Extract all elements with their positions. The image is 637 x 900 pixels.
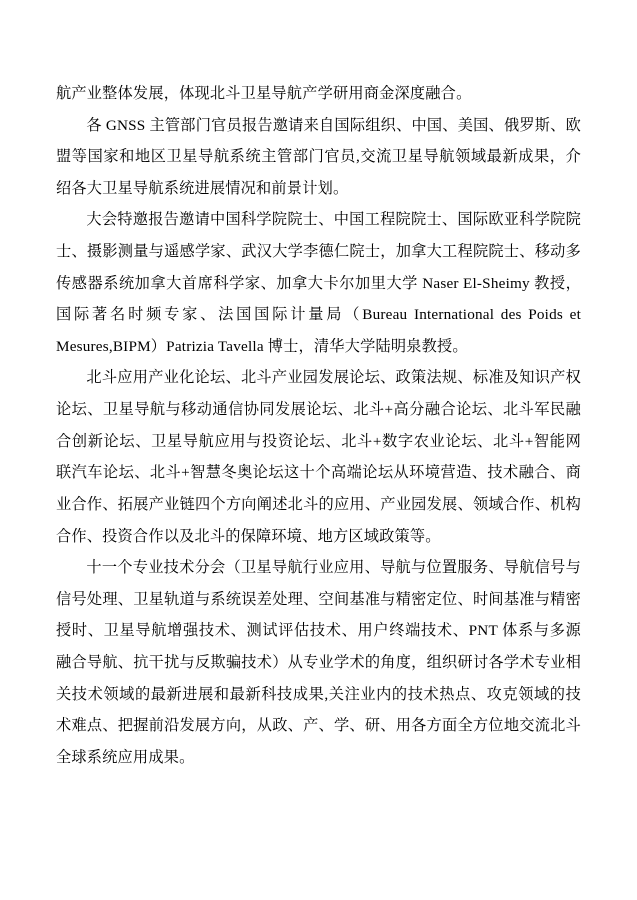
paragraph-forums: 北斗应用产业化论坛、北斗产业园发展论坛、政策法规、标准及知识产权论坛、卫星导航与移动通信协同发展论坛、北斗+高分融合论坛、北斗军民融合创新论坛、卫星导航应用与投资论坛、北斗+数字农业论坛、北斗+智能网联汽车论坛、北斗+智慧冬奥论坛这十个高端论坛从环境营造、技术融合、商业合作、拓展产业链四个方向阐述北斗的应用、产业园发展、领域合作、机构合作、投资合作以及北斗的保障环境、地方区域政策等。 [56,369,581,545]
paragraph-gnss-officials: 各 GNSS 主管部门官员报告邀请来自国际组织、中国、美国、俄罗斯、欧盟等国家和地区卫星导航系统主管部门官员,交流卫星导航领域最新成果，介绍各大卫星导航系统进展情况和前景计划。 [56,116,581,197]
paragraph-sessions: 十一个专业技术分会（卫星导航行业应用、导航与位置服务、导航信号与信号处理、卫星轨道与系统误差处理、空间基准与精密定位、时间基准与精密授时、卫星导航增强技术、测试评估技术、用户终端技术、PNT 体系与多源融合导航、抗干扰与反欺骗技术）从专业学术的角度，组织研讨各学术专业相关技术领域的最新进展和最新科技成果,关注业内的技术热点、攻克领域的技术难点、把握前沿发展方向，从政、产、学、研、用各方面全方位地交流北斗全球系统应用成果。 [56,559,581,766]
paragraph-keynote-speakers: 大会特邀报告邀请中国科学院院士、中国工程院院士、国际欧亚科学院院士、摄影测量与遥感学家、武汉大学李德仁院士，加拿大工程院院士、移动多传感器系统加拿大首席科学家、加拿大卡尔加里大学 Naser El-Sheimy 教授，国际著名时频专家、法国国际计量局（Bureau International des Poids et Mesures,BIPM）Patrizia Tavella 博士，清华大学陆明泉教授。 [56,211,581,355]
document-body [56,78,581,773]
paragraph-continued: 航产业整体发展，体现北斗卫星导航产学研用商金深度融合。 [56,85,472,102]
